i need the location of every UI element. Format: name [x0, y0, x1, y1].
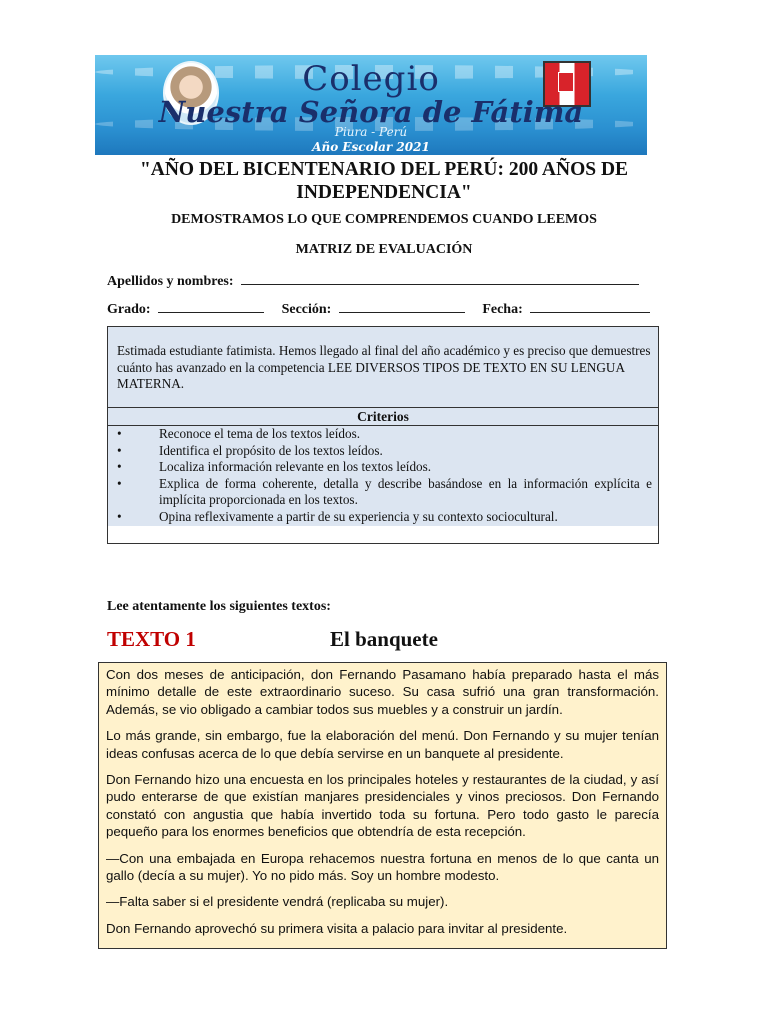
reading-instruction: Lee atentamente los siguientes textos: [107, 599, 331, 614]
page-subtitle: DEMOSTRAMOS LO QUE COMPRENDEMOS CUANDO LEEMOS [171, 212, 597, 227]
story-paragraph: —Con una embajada en Europa rehacemos nuestra fortuna en menos de lo que canta un gallo (decía a su mujer). Yo no pido más. Soy un hombre modesto. [106, 850, 659, 884]
grade-label: Grado: [107, 302, 151, 317]
text-number-label: TEXTO 1 [107, 627, 196, 651]
banner-year: Año Escolar 2021 [312, 140, 430, 154]
evaluation-matrix [107, 326, 659, 544]
criteria-item: • Identifica el propósito de los textos leídos. [117, 442, 383, 458]
criteria-item: • Opina reflexivamente a partir de su experiencia y su contexto sociocultural. [117, 508, 558, 524]
grade-section-date-row [107, 298, 650, 318]
date-field[interactable] [530, 298, 650, 313]
banner-school-word: Colegio [302, 59, 440, 99]
text-title: El banquete [330, 627, 438, 651]
names-row [107, 270, 639, 290]
banner-school-name: Nuestra Señora de Fátima [158, 95, 584, 129]
criteria-header: Criterios [108, 408, 658, 426]
criteria-item: • Explica de forma coherente, detalla y describe basándose en la información explícita e implícita proporcionada en los textos. [117, 475, 652, 507]
story-box [98, 662, 667, 949]
grade-field[interactable] [158, 298, 264, 313]
story-paragraph: Don Fernando hizo una encuesta en los principales hoteles y restaurantes de la ciudad, y así pudo enterarse de que existían manjares presidenciales y vinos preciosos. Don Fernando constató con angustia que había invertido toda su fortuna. Pero todo gasto le parecía pequeño para los enormes beneficios que obtendría de esta recepción. [106, 772, 659, 840]
date-label: Fecha: [482, 302, 523, 317]
story-paragraph: Don Fernando aprovechó su primera visita a palacio para invitar al presidente. [106, 920, 568, 936]
names-field[interactable] [241, 270, 639, 285]
matrix-title: MATRIZ DE EVALUACIÓN [295, 242, 473, 257]
criteria-item: • Localiza información relevante en los textos leídos. [117, 459, 432, 474]
section-label: Sección: [281, 302, 332, 317]
criteria-list [108, 426, 658, 526]
banner-city: Piura - Perú [334, 125, 408, 139]
names-label: Apellidos y nombres: [107, 274, 234, 289]
school-banner [95, 55, 647, 155]
section-field[interactable] [339, 298, 465, 313]
story-paragraph: Lo más grande, sin embargo, fue la elaboración del menú. Don Fernando y su mujer tenían ideas confusas acerca de lo que debía servirse en un banquete al presidente. [106, 728, 659, 761]
criteria-item: • Reconoce el tema de los textos leídos. [117, 426, 361, 441]
story-paragraph: —Falta saber si el presidente vendrá (replicaba su mujer). [106, 894, 449, 910]
year-motto: "AÑO DEL BICENTENARIO DEL PERÚ: 200 AÑOS DE INDEPENDENCIA" [139, 159, 629, 203]
matrix-intro: Estimada estudiante fatimista. Hemos llegado al final del año académico y es preciso que demuestres cuánto has avanzado en la competencia LEE DIVERSOS TIPOS DE TEXTO EN SU LENGUA MATERNA. [108, 327, 658, 408]
story-paragraph: Con dos meses de anticipación, don Fernando Pasamano había preparado hasta el más mínimo detalle de este extraordinario suceso. Su casa sufrió una gran transformación. Además, se vio obligado a cambiar todos sus muebles y a construir un jardín. [106, 667, 659, 717]
